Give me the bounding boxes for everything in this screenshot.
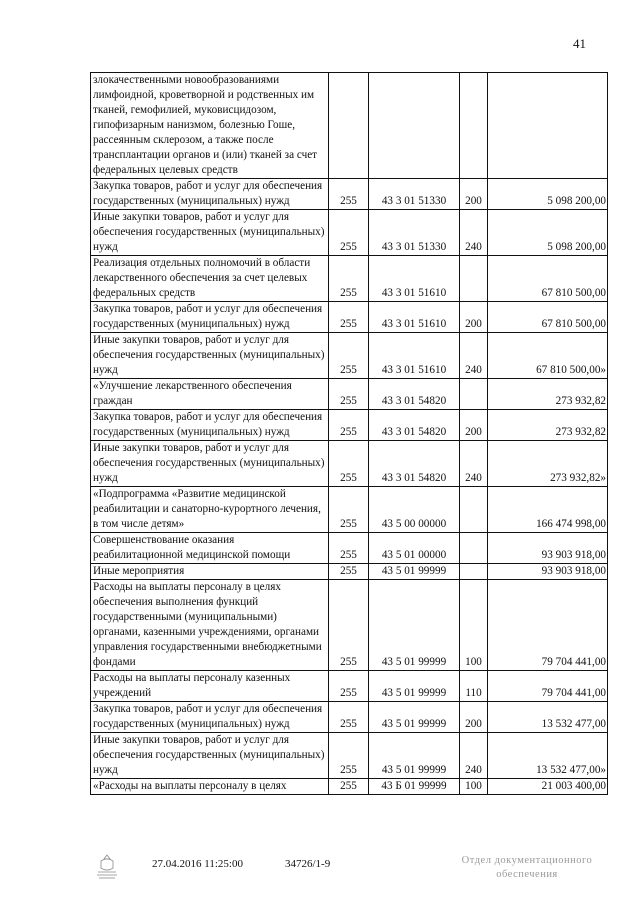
- row-sum-cell: 21 003 400,00: [488, 779, 608, 795]
- row-sum-cell: 273 932,82: [488, 379, 608, 410]
- row-ved-cell: [329, 73, 369, 179]
- row-ved-cell: 255: [329, 671, 369, 702]
- row-ved-cell: 255: [329, 210, 369, 256]
- table-row: [91, 210, 608, 256]
- table-row: [91, 441, 608, 487]
- row-name-cell: Иные закупки товаров, работ и услуг для обеспечения государственных (муниципальных) нужд: [91, 441, 329, 487]
- row-name-cell: Иные закупки товаров, работ и услуг для обеспечения государственных (муниципальных) нужд: [91, 333, 329, 379]
- table-row: [91, 733, 608, 779]
- table-row: [91, 410, 608, 441]
- row-sum-cell: 13 532 477,00: [488, 702, 608, 733]
- row-sum-cell: 273 932,82»: [488, 441, 608, 487]
- row-name-cell: Иные закупки товаров, работ и услуг для обеспечения государственных (муниципальных) нужд: [91, 733, 329, 779]
- row-sum-cell: 93 903 918,00: [488, 564, 608, 580]
- row-name-cell: Закупка товаров, работ и услуг для обеспечения государственных (муниципальных) нужд: [91, 410, 329, 441]
- row-csr-cell: 43 3 01 51330: [369, 179, 460, 210]
- row-vr-cell: 200: [460, 179, 488, 210]
- row-sum-cell: 79 704 441,00: [488, 580, 608, 671]
- row-name-cell: Закупка товаров, работ и услуг для обеспечения государственных (муниципальных) нужд: [91, 302, 329, 333]
- row-vr-cell: [460, 533, 488, 564]
- row-vr-cell: 100: [460, 580, 488, 671]
- row-vr-cell: [460, 487, 488, 533]
- row-name-cell: Реализация отдельных полномочий в области лекарственного обеспечения за счет целевых федеральных средств: [91, 256, 329, 302]
- row-sum-cell: 79 704 441,00: [488, 671, 608, 702]
- row-sum-cell: [488, 73, 608, 179]
- row-vr-cell: 240: [460, 733, 488, 779]
- row-name-cell: «Улучшение лекарственного обеспечения граждан: [91, 379, 329, 410]
- row-name-cell: Иные мероприятия: [91, 564, 329, 580]
- table-row: [91, 179, 608, 210]
- row-csr-cell: 43 3 01 51610: [369, 333, 460, 379]
- row-ved-cell: 255: [329, 564, 369, 580]
- row-sum-cell: 5 098 200,00: [488, 210, 608, 256]
- row-name-cell: Расходы на выплаты персоналу в целях обеспечения выполнения функций государственными (муниципальными) органами, казенными учреждениями, органами управления государственными внебюджетными фондами: [91, 580, 329, 671]
- table-row: [91, 73, 608, 179]
- row-vr-cell: 110: [460, 671, 488, 702]
- footer-doc-number: 34726/1-9: [285, 858, 331, 870]
- row-vr-cell: 240: [460, 441, 488, 487]
- row-ved-cell: 255: [329, 580, 369, 671]
- row-vr-cell: [460, 379, 488, 410]
- row-sum-cell: 5 098 200,00: [488, 179, 608, 210]
- row-name-cell: Расходы на выплаты персоналу казенных учреждений: [91, 671, 329, 702]
- row-csr-cell: [369, 73, 460, 179]
- table-row: [91, 379, 608, 410]
- row-sum-cell: 166 474 998,00: [488, 487, 608, 533]
- row-name-cell: Закупка товаров, работ и услуг для обеспечения государственных (муниципальных) нужд: [91, 702, 329, 733]
- row-sum-cell: 67 810 500,00: [488, 256, 608, 302]
- table-row: [91, 487, 608, 533]
- row-name-cell: Совершенствование оказания реабилитационной медицинской помощи: [91, 533, 329, 564]
- table-row: [91, 580, 608, 671]
- row-vr-cell: 240: [460, 210, 488, 256]
- row-ved-cell: 255: [329, 733, 369, 779]
- row-name-cell: Закупка товаров, работ и услуг для обеспечения государственных (муниципальных) нужд: [91, 179, 329, 210]
- table-body: [91, 73, 608, 795]
- row-vr-cell: 100: [460, 779, 488, 795]
- row-csr-cell: 43 5 01 99999: [369, 702, 460, 733]
- table-row: [91, 333, 608, 379]
- budget-table: [90, 72, 608, 795]
- row-csr-cell: 43 3 01 54820: [369, 410, 460, 441]
- row-csr-cell: 43 5 00 00000: [369, 487, 460, 533]
- row-vr-cell: 240: [460, 333, 488, 379]
- table-row: [91, 671, 608, 702]
- row-vr-cell: 200: [460, 702, 488, 733]
- row-sum-cell: 67 810 500,00»: [488, 333, 608, 379]
- government-emblem-icon: [92, 852, 122, 882]
- row-ved-cell: 255: [329, 302, 369, 333]
- row-csr-cell: 43 5 01 99999: [369, 580, 460, 671]
- table-row: [91, 564, 608, 580]
- footer-date: 27.04.2016 11:25:00: [152, 858, 243, 870]
- row-name-cell: «Подпрограмма «Развитие медицинской реабилитации и санаторно-курортного лечения, в том числе детям»: [91, 487, 329, 533]
- row-sum-cell: 13 532 477,00»: [488, 733, 608, 779]
- row-csr-cell: 43 5 01 99999: [369, 671, 460, 702]
- row-ved-cell: 255: [329, 333, 369, 379]
- page-number: 41: [573, 36, 586, 51]
- table-row: [91, 256, 608, 302]
- row-name-cell: Иные закупки товаров, работ и услуг для обеспечения государственных (муниципальных) нужд: [91, 210, 329, 256]
- row-csr-cell: 43 3 01 54820: [369, 379, 460, 410]
- table-row: [91, 302, 608, 333]
- table-row: [91, 779, 608, 795]
- row-vr-cell: 200: [460, 302, 488, 333]
- row-ved-cell: 255: [329, 179, 369, 210]
- row-csr-cell: 43 3 01 51610: [369, 256, 460, 302]
- row-vr-cell: [460, 256, 488, 302]
- row-csr-cell: 43 5 01 99999: [369, 564, 460, 580]
- table-row: [91, 702, 608, 733]
- footer-stamp: Отдел документационного обеспечения: [461, 855, 593, 880]
- row-ved-cell: 255: [329, 256, 369, 302]
- row-csr-cell: 43 5 01 00000: [369, 533, 460, 564]
- table-row: [91, 533, 608, 564]
- row-vr-cell: [460, 564, 488, 580]
- row-vr-cell: 200: [460, 410, 488, 441]
- row-ved-cell: 255: [329, 702, 369, 733]
- row-name-cell: злокачественными новообразованиями лимфоидной, кроветворной и родственных им тканей, гемофилией, муковисцидозом, гипофизарным нанизмом, болезнью Гоше, рассеянным склерозом, а также после трансплантации органов и (или) тканей за счет федеральных целевых средств: [91, 73, 329, 179]
- row-name-cell: «Расходы на выплаты персоналу в целях: [91, 779, 329, 795]
- row-ved-cell: 255: [329, 441, 369, 487]
- row-csr-cell: 43 5 01 99999: [369, 733, 460, 779]
- row-ved-cell: 255: [329, 379, 369, 410]
- row-ved-cell: 255: [329, 533, 369, 564]
- row-sum-cell: 93 903 918,00: [488, 533, 608, 564]
- row-sum-cell: 67 810 500,00: [488, 302, 608, 333]
- row-csr-cell: 43 Б 01 99999: [369, 779, 460, 795]
- row-csr-cell: 43 3 01 51330: [369, 210, 460, 256]
- row-vr-cell: [460, 73, 488, 179]
- row-ved-cell: 255: [329, 779, 369, 795]
- row-csr-cell: 43 3 01 51610: [369, 302, 460, 333]
- row-ved-cell: 255: [329, 487, 369, 533]
- row-ved-cell: 255: [329, 410, 369, 441]
- row-csr-cell: 43 3 01 54820: [369, 441, 460, 487]
- row-sum-cell: 273 932,82: [488, 410, 608, 441]
